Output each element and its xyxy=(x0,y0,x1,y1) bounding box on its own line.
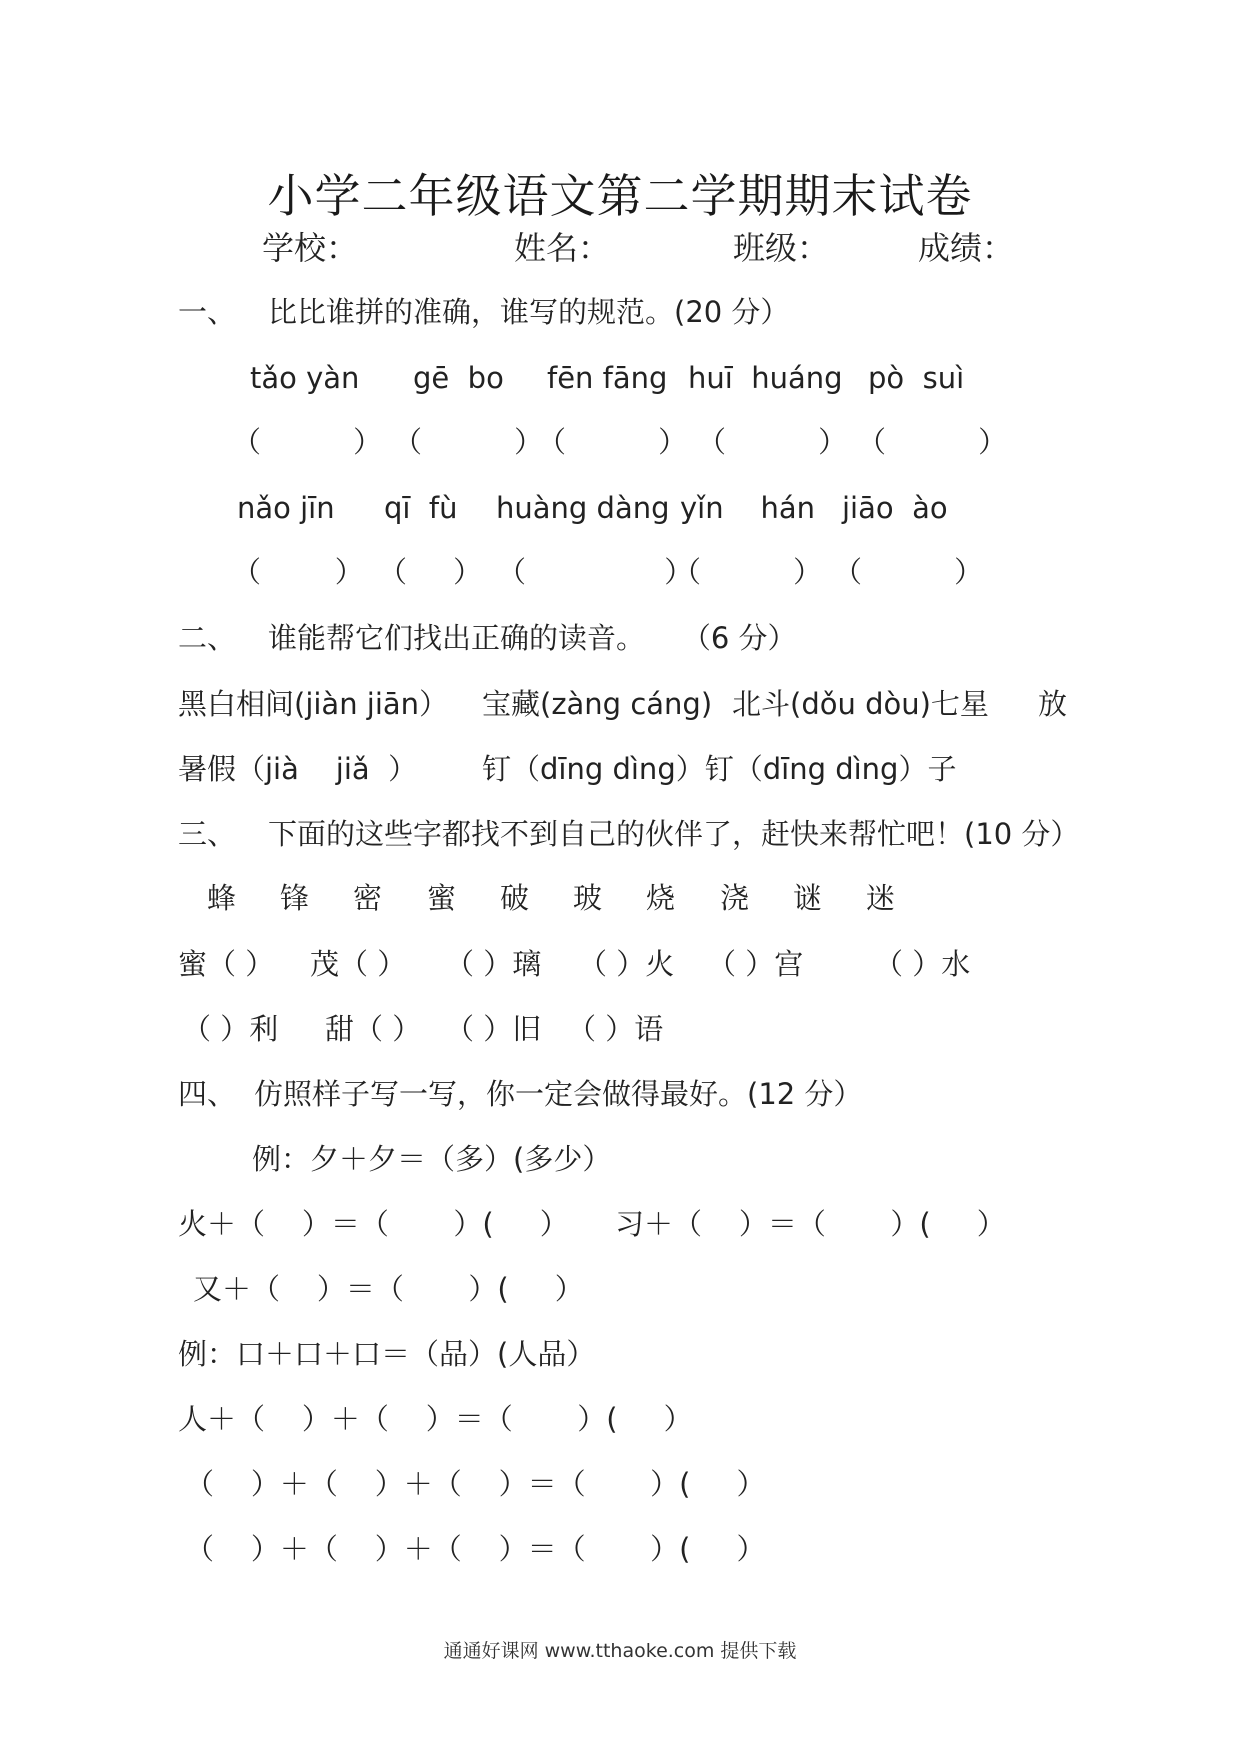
word-blank[interactable]: （ ）利 xyxy=(182,1012,279,1046)
char-option: 密 xyxy=(353,881,383,915)
word-blank[interactable]: （ ）旧 xyxy=(445,1012,542,1046)
char-option: 破 xyxy=(500,881,530,915)
section-4-instruction: 仿照样子写一写，你一定会做得最好。(12 分） xyxy=(254,1077,863,1111)
school-label: 学校： xyxy=(262,229,359,267)
section-2-number: 二、 xyxy=(178,621,237,655)
pinyin-item: huī huáng xyxy=(688,361,843,395)
pinyin-item: huàng dàng xyxy=(496,491,670,525)
answer-blank[interactable]: （ ） xyxy=(833,555,984,589)
pinyin-item: gē bo xyxy=(413,361,504,395)
answer-blank[interactable]: （ ） xyxy=(378,555,483,589)
answer-blank[interactable]: （ ） xyxy=(697,425,848,459)
compose-row[interactable]: （ ）＋（ ）＋（ ）＝（ ）( ） xyxy=(185,1532,766,1566)
compose-row[interactable]: 又＋（ ）＝（ ）( ） xyxy=(193,1272,584,1306)
char-option: 烧 xyxy=(646,881,676,915)
word-blank[interactable]: （ ）火 xyxy=(578,947,675,981)
char-option: 蜂 xyxy=(207,881,237,915)
char-option: 锋 xyxy=(280,881,310,915)
pinyin-item: jiāo ào xyxy=(842,491,948,525)
char-option: 谜 xyxy=(793,881,823,915)
answer-blank[interactable]: （ ） xyxy=(497,555,694,589)
name-label: 姓名： xyxy=(514,229,611,267)
page-title: 小学二年级语文第二学期期末试卷 xyxy=(267,169,973,223)
section-1-number: 一、 xyxy=(178,295,237,329)
pinyin-item: nǎo jīn xyxy=(237,491,335,525)
word-blank[interactable]: 茂（ ） xyxy=(310,947,407,981)
section-4-number: 四、 xyxy=(178,1077,237,1111)
word-blank[interactable]: 甜（ ） xyxy=(325,1012,422,1046)
reading-item: 放 xyxy=(1038,687,1068,721)
reading-item: 宝藏(zàng cáng) xyxy=(482,687,713,721)
section-3-instruction: 下面的这些字都找不到自己的伙伴了，赶快来帮忙吧！(10 分） xyxy=(268,817,1080,851)
char-option: 玻 xyxy=(573,881,603,915)
section-2-instruction: 谁能帮它们找出正确的读音。 （6 分） xyxy=(268,621,797,655)
word-blank[interactable]: （ ）语 xyxy=(567,1012,664,1046)
char-option: 迷 xyxy=(866,881,896,915)
answer-blank[interactable]: （ ） xyxy=(232,425,383,459)
example-2: 例：口＋口＋口＝（品）(人品） xyxy=(178,1337,596,1371)
char-option: 浇 xyxy=(720,881,750,915)
word-blank[interactable]: （ ）宫 xyxy=(707,947,804,981)
section-1-instruction: 比比谁拼的准确，谁写的规范。(20 分） xyxy=(268,295,790,329)
word-blank[interactable]: （ ）璃 xyxy=(445,947,542,981)
answer-blank[interactable]: （ ） xyxy=(857,425,1008,459)
pinyin-item: tǎo yàn xyxy=(250,361,360,395)
section-3-number: 三、 xyxy=(178,817,237,851)
reading-item: 暑假（jià jiǎ ） xyxy=(178,752,418,786)
pinyin-item: qī fù xyxy=(384,491,458,525)
word-blank[interactable]: （ ）水 xyxy=(874,947,971,981)
reading-item: 北斗(dǒu dòu)七星 xyxy=(732,687,989,721)
word-blank[interactable]: 蜜（ ） xyxy=(178,947,275,981)
answer-blank[interactable]: （ ） xyxy=(393,425,544,459)
pinyin-item: yǐn hán xyxy=(680,491,816,525)
answer-blank[interactable]: （ ） xyxy=(232,555,364,589)
answer-blank[interactable]: （ ） xyxy=(537,425,688,459)
answer-blank[interactable]: （ ） xyxy=(672,555,823,589)
reading-item: 钉（dīng dìng）钉（dīng dìng）子 xyxy=(482,752,957,786)
score-label: 成绩： xyxy=(918,229,1015,267)
class-label: 班级： xyxy=(733,229,830,267)
reading-item: 黑白相间(jiàn jiān） xyxy=(178,687,449,721)
char-option: 蜜 xyxy=(427,881,457,915)
example-1: 例：夕＋夕＝（多）(多少） xyxy=(252,1142,612,1176)
compose-row[interactable]: 火＋（ ）＝（ ）( ） xyxy=(178,1207,569,1241)
pinyin-item: fēn fāng xyxy=(547,361,668,395)
footer-source: 通通好课网 www.tthaoke.com 提供下载 xyxy=(443,1640,797,1662)
compose-row[interactable]: 人＋（ ）＋（ ）＝（ ）( ） xyxy=(178,1402,693,1436)
pinyin-item: pò suì xyxy=(868,361,965,395)
compose-row[interactable]: 习＋（ ）＝（ ）( ） xyxy=(615,1207,1006,1241)
compose-row[interactable]: （ ）＋（ ）＋（ ）＝（ ）( ） xyxy=(185,1467,766,1501)
